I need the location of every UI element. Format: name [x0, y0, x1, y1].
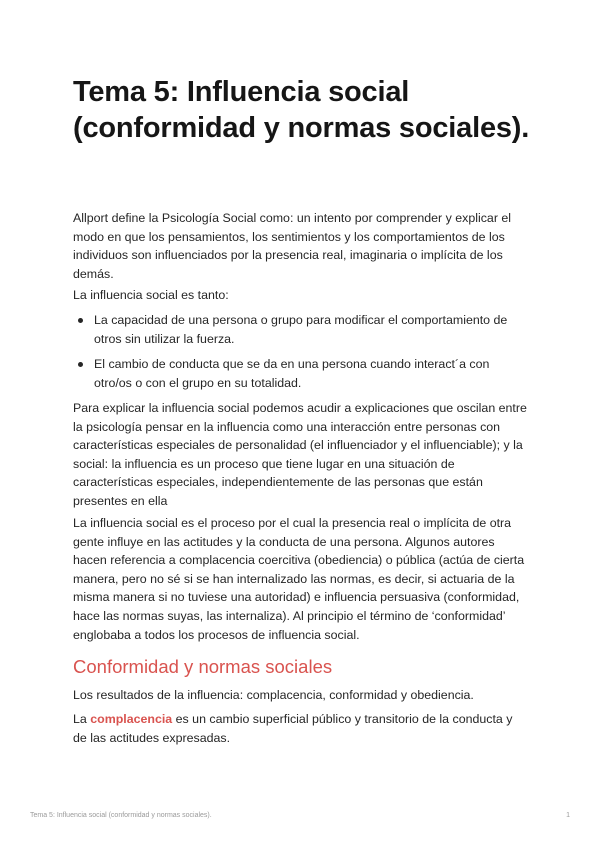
list-item: [73, 311, 528, 348]
complacencia-highlight: complacencia: [90, 712, 173, 726]
influence-bullet-list: [73, 311, 528, 399]
list-item-text: La capacidad de una persona o grupo para modificar el comportamiento de otros sin utilizar la fuerza.: [94, 313, 508, 346]
paragraph-complacencia: [73, 710, 528, 747]
bullet-icon: [78, 362, 83, 367]
complacencia-suffix: es un cambio superficial público y transitorio de la conducta y de las actitudes expresadas.: [73, 712, 513, 745]
complacencia-prefix: La: [73, 712, 91, 726]
footer-page-number: 1: [566, 812, 570, 819]
paragraph-influence-intro: La influencia social es tanto:: [73, 288, 229, 302]
list-item-text: El cambio de conducta que se da en una persona cuando interact´a con otro/os o con el grupo en su totalidad.: [94, 357, 490, 390]
bullet-icon: [78, 318, 83, 323]
section-heading-conformidad: Conformidad y normas sociales: [73, 656, 333, 677]
paragraph-explanations: Para explicar la influencia social podemos acudir a explicaciones que oscilan entre la psicología pensar en la influencia como una interacción entre personas con características especiales de personalidad (el influenciador y el influenciable); y la social: la influencia es un proceso que tiene lugar en una situación de características especiales, independientemente de las personas que están presentes en ella: [73, 401, 527, 508]
footer-title: Tema 5: Influencia social (conformidad y normas sociales).: [30, 812, 212, 819]
page-title: Tema 5: Influencia social (conformidad y normas sociales).: [73, 76, 530, 144]
paragraph-allport-definition: Allport define la Psicología Social como: un intento por comprender y explicar el modo en que los pensamientos, los sentimientos y los comportamientos de los individuos son influenciados por la presencia real, imaginaria o implícita de los demás.: [73, 211, 512, 281]
list-item: [73, 355, 528, 392]
paragraph-social-influence-process: La influencia social es el proceso por el cual la presencia real o implícita de otra gente influye en las actitudes y la conducta de una persona. Algunos autores hacen referencia a complacencia coercitiva (obediencia) o pública (actúa de cierta manera, pero no sé si se han internalizado las normas, es decir, si actuaria de la misma manera si no tuviese una autoridad) e influencia persuasiva (conformidad, hace las normas suyas, las internaliza). Al principio el término de ‘conformidad’ englobaba a todos los procesos de influencia social.: [73, 516, 525, 642]
paragraph-influence-results: Los resultados de la influencia: complacencia, conformidad y obediencia.: [73, 688, 474, 702]
